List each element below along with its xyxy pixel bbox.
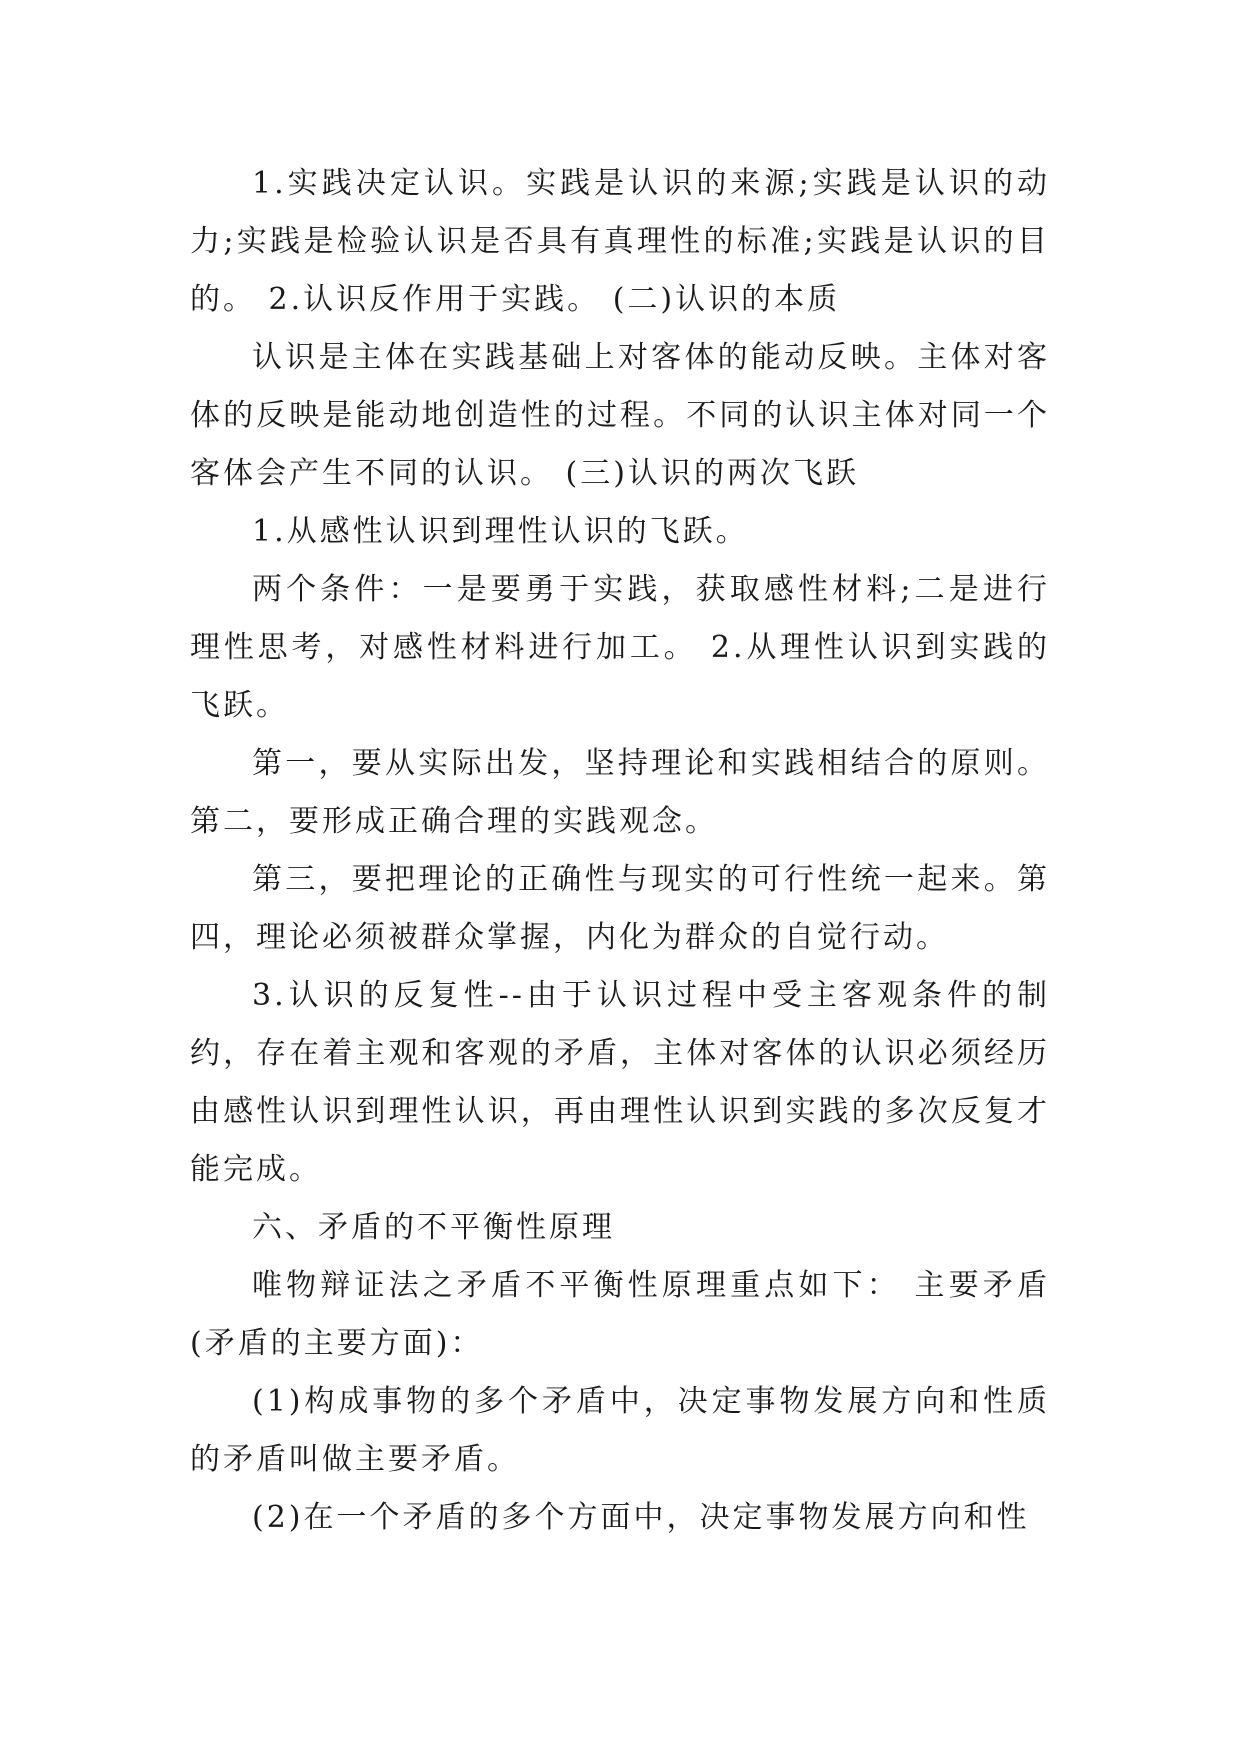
paragraph-two-conditions: 两个条件：一是要勇于实践，获取感性材料;二是进行理性思考，对感性材料进行加工。 2.从理性认识到实践的飞跃。 bbox=[190, 572, 1050, 723]
document-body bbox=[190, 155, 1050, 1547]
paragraph-third-fourth-points: 第三，要把理论的正确性与现实的可行性统一起来。第四，理论必须被群众掌握，内化为群众的自觉行动。 bbox=[190, 862, 1050, 955]
paragraph-first-leap: 1.从感性认识到理性认识的飞跃。 bbox=[252, 514, 749, 549]
section-heading-imbalance-principle: 六、矛盾的不平衡性原理 bbox=[252, 1210, 615, 1245]
paragraph-point-2: (2)在一个矛盾的多个方面中，决定事物发展方向和性 bbox=[252, 1500, 1030, 1535]
paragraph-repetitiveness: 3.认识的反复性--由于认识过程中受主客观条件的制约，存在着主观和客观的矛盾，主体对客体的认识必须经历由感性认识到理性认识，再由理性认识到实践的多次反复才能完成。 bbox=[190, 978, 1050, 1187]
paragraph-point-1: (1)构成事物的多个矛盾中，决定事物发展方向和性质的矛盾叫做主要矛盾。 bbox=[190, 1384, 1050, 1477]
paragraph-nature-of-cognition: 认识是主体在实践基础上对客体的能动反映。主体对客体的反映是能动地创造性的过程。不同的认识主体对同一个客体会产生不同的认识。 (三)认识的两次飞跃 bbox=[190, 340, 1050, 491]
paragraph-first-second-points: 第一，要从实际出发，坚持理论和实践相结合的原则。第二，要形成正确合理的实践观念。 bbox=[190, 746, 1050, 839]
paragraph-principal-contradiction-intro: 唯物辩证法之矛盾不平衡性原理重点如下： 主要矛盾(矛盾的主要方面)： bbox=[190, 1268, 1050, 1361]
paragraph-practice-determines-cognition: 1.实践决定认识。实践是认识的来源;实践是认识的动力;实践是检验认识是否具有真理性的标准;实践是认识的目的。 2.认识反作用于实践。 (二)认识的本质 bbox=[190, 166, 1050, 317]
